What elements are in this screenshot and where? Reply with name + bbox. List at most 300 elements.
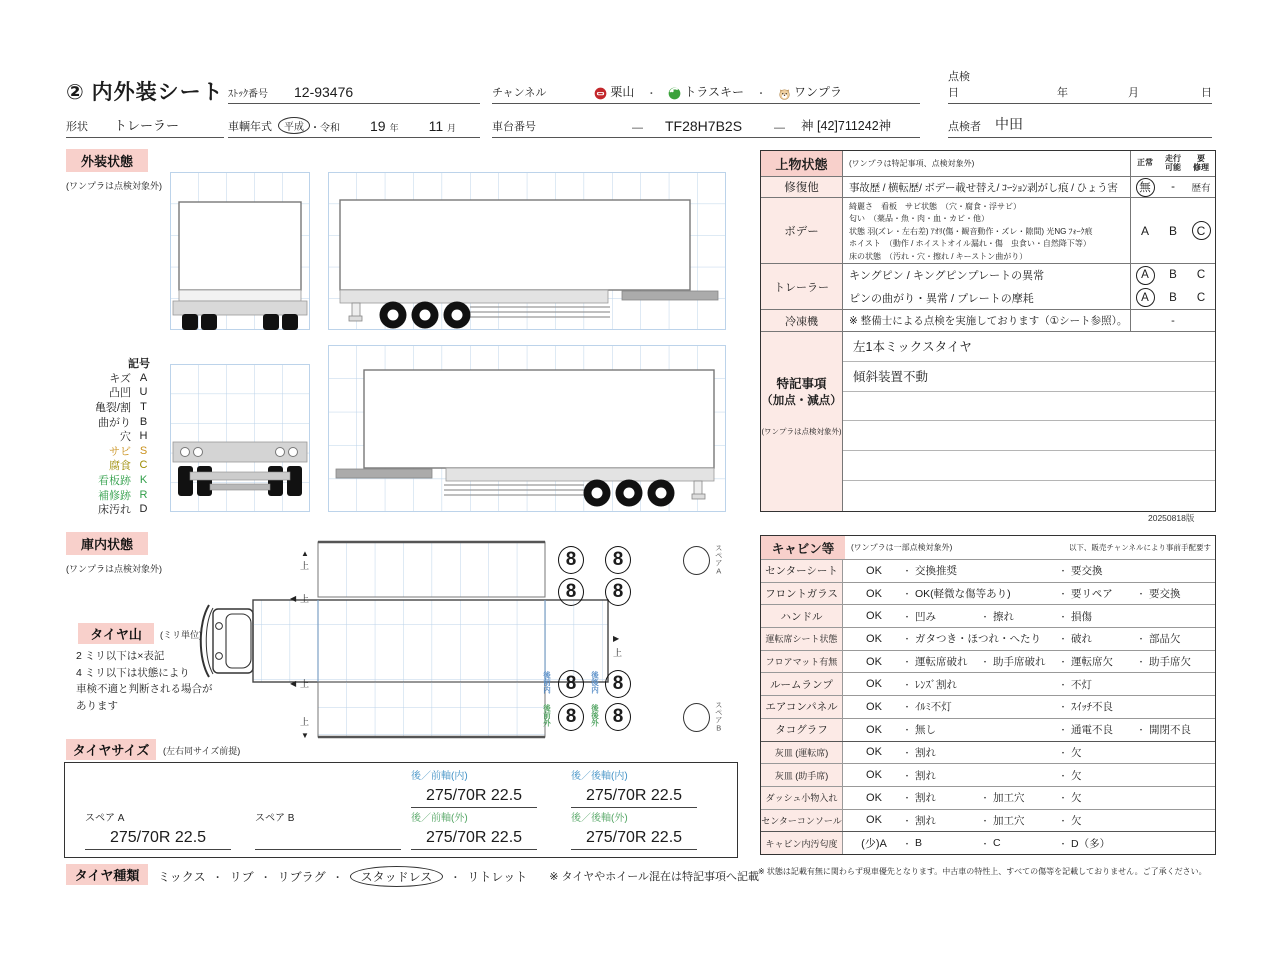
separator-dot: ・	[212, 872, 223, 884]
sheet-version: 20250818版	[1148, 513, 1195, 523]
inspector-field	[948, 112, 1212, 138]
tire-size-entry	[255, 809, 401, 850]
cabin-option: 欠	[1071, 814, 1082, 827]
cabin-row-label: センターシート	[761, 560, 843, 582]
cabin-option: 加工穴	[993, 814, 1025, 827]
exterior-note: (ワンプラは点検対象外)	[66, 181, 162, 191]
tread-section-title: タイヤ山	[78, 623, 154, 644]
separator-dot: ・	[902, 770, 912, 781]
legend-code: B	[139, 415, 148, 428]
repair-content: 事故歴 / 横転歴/ ボデー載せ替え/ ｺｰｼｮﾝ剥がし痕 / ひょう害	[843, 177, 1131, 197]
legend-code: C	[139, 459, 148, 472]
page-title: ② 内外装シート	[66, 81, 224, 104]
symbol-legend	[60, 356, 152, 517]
trailer-content-2: ピンの曲がり・異常 / プレートの摩耗	[843, 287, 1131, 310]
date-month-unit: 月	[1128, 87, 1139, 99]
separator-dot: ・	[902, 657, 912, 668]
cargo-interior-diagram	[195, 535, 730, 745]
separator-dot: ・	[902, 702, 912, 713]
cabin-status: OK	[866, 678, 882, 691]
legend-code: U	[139, 386, 148, 399]
cabin-option: 割れ	[915, 814, 936, 827]
cabin-status: OK	[866, 723, 882, 736]
cargo-unfolded-diagram	[195, 535, 730, 745]
side-view-left-diagram	[328, 172, 726, 330]
legend-label: 腐食	[109, 460, 131, 473]
trailer-result: C	[1196, 269, 1206, 282]
cabin-status: OK	[866, 769, 882, 782]
repair-result-normal: 無	[1136, 178, 1155, 197]
chassis-dash-2: —	[774, 122, 786, 134]
cabin-option: 運転席欠	[1071, 656, 1113, 669]
era-rest: ・令和	[310, 123, 340, 134]
cabin-option: 欠	[1071, 792, 1082, 805]
cabin-option: ｲﾙﾐ不灯	[915, 701, 952, 714]
separator-dot: ・	[902, 611, 912, 622]
separator-dot: ・	[1058, 611, 1068, 622]
upper-body-table	[760, 150, 1216, 512]
tire-size-label: 後／後軸(外)	[571, 813, 628, 824]
body-line: 綺麗さ 看板 サビ状態 （穴・腐食・浮サビ）	[849, 202, 1021, 211]
separator-dot: ・	[902, 589, 912, 600]
separator-dot: ・	[980, 838, 990, 849]
remarks-label-cell	[761, 332, 843, 511]
cabin-row-label: タコグラフ	[761, 719, 843, 741]
col-drivable: 走行	[1165, 153, 1181, 163]
cabin-option: 交換推奨	[915, 565, 957, 578]
body-result-b: B	[1168, 223, 1177, 238]
cabin-option: 擦れ	[993, 610, 1014, 623]
cabin-row-options	[843, 673, 1215, 695]
repair-result-repair: 歴有	[1191, 183, 1211, 194]
remarks-line	[843, 481, 1215, 511]
up-mark: 上	[300, 594, 310, 604]
cabin-row	[761, 582, 1215, 605]
channel-field	[492, 79, 920, 104]
remarks-note: (ワンプラは点検対象外)	[761, 427, 842, 436]
cabin-option: 運転席破れ	[915, 656, 968, 669]
cabin-option: 不灯	[1071, 678, 1092, 691]
tread-note-line: 車検不適と判断される場合が	[76, 683, 213, 695]
tire-size-label: 後／後軸(内)	[571, 771, 628, 782]
separator-dot: ・	[332, 872, 343, 884]
cabin-row-label: フロントガラス	[761, 583, 843, 605]
cabin-option: ﾚﾝｽﾞ割れ	[915, 678, 957, 691]
arrow-down-icon: ▼	[301, 731, 309, 740]
cabin-status: OK	[866, 564, 882, 577]
tread-note-line: あります	[76, 699, 118, 712]
trailer-result: A	[1136, 288, 1155, 307]
spare-a-label: スペアA	[714, 544, 724, 576]
legend-row	[60, 414, 152, 429]
repair-result-drivable: -	[1171, 181, 1175, 193]
legend-row	[60, 429, 152, 444]
body-line: 状態 羽(ズレ・左右差) ｱｵﾘ(傷・観音動作・ズレ・隙間) 光NG ﾌｫｰｸ痕	[849, 226, 1093, 236]
body-line: 匂い （薬品・魚・肉・血・カビ・他）	[849, 214, 989, 224]
cabin-row	[761, 559, 1215, 582]
separator-dot: ・	[1058, 770, 1068, 781]
chassis-dash-1: —	[632, 122, 643, 134]
cabin-option: 凹み	[915, 610, 936, 623]
up-mark: 上	[613, 648, 623, 658]
tread-value: 8	[558, 546, 584, 574]
model-year-label: 車輌年式	[228, 121, 272, 133]
separator-dot: ・	[902, 679, 912, 690]
upper-header-row	[761, 151, 1215, 176]
channel-2: トラスキー	[684, 85, 744, 99]
wanpla-icon	[778, 87, 791, 100]
spare-b-circle	[683, 703, 710, 732]
legend-label: サビ	[109, 445, 131, 458]
reefer-label: 冷凍機	[761, 310, 843, 331]
cargo-section-title: 庫内状態	[66, 532, 148, 555]
date-year-unit: 年	[1057, 87, 1068, 99]
side-view-right-diagram	[328, 345, 726, 512]
tread-label: 後前外	[542, 704, 552, 727]
cabin-row-label: キャビン内汚匂度	[761, 832, 843, 854]
cabin-footnote: ※ 状態は記載有無に関わらず現車優先となります。中古車の特性上、すべての傷等を記載しておりません。ご了承ください。	[758, 867, 1207, 876]
tread-notes	[76, 648, 213, 714]
tread-note-line: 4 ミリ以下は状態により	[76, 666, 190, 679]
separator-dot: ・	[980, 815, 990, 826]
cabin-status: OK	[866, 791, 882, 804]
tire-size-value: 275/70R 22.5	[571, 784, 697, 808]
cabin-row-options	[843, 810, 1215, 832]
upper-title: 上物状態	[761, 151, 843, 176]
tread-value: 8	[605, 670, 631, 698]
legend-label: 亀裂/割	[94, 402, 131, 415]
cabin-right-note: 以下、販売チャンネルにより事前手配要す	[1068, 543, 1211, 552]
tire-size-label: スペア A	[85, 813, 125, 824]
legend-code: S	[139, 444, 148, 457]
cabin-row	[761, 831, 1215, 854]
tread-label: 後後外	[590, 704, 600, 727]
tire-size-entry	[411, 809, 537, 850]
separator-dot: ・	[1058, 679, 1068, 690]
cabin-row	[761, 672, 1215, 695]
reefer-row	[761, 309, 1215, 331]
cabin-row	[761, 627, 1215, 650]
tire-type-options	[158, 864, 759, 888]
chassis-model: TF28H7B2S	[665, 118, 743, 134]
separator-dot: ・	[1136, 725, 1146, 736]
legend-title: 記号	[128, 358, 150, 371]
spare-a-circle	[683, 546, 710, 575]
shape-value: トレーラー	[114, 118, 180, 133]
stock-label: ｽﾄｯｸ番号	[228, 89, 268, 100]
year-value: 19	[370, 118, 386, 134]
separator-dot: ・	[980, 611, 990, 622]
legend-row	[60, 487, 152, 502]
cabin-row-label: ルームランプ	[761, 673, 843, 695]
dot-1: ・	[646, 89, 657, 100]
tread-value: 8	[558, 670, 584, 698]
cabin-row	[761, 650, 1215, 673]
cabin-header-row	[761, 536, 1215, 559]
cabin-option: D（多）	[1071, 837, 1111, 850]
up-mark: 上	[300, 561, 310, 571]
cargo-note: (ワンプラは点検対象外)	[66, 564, 162, 574]
cabin-option: 通電不良	[1071, 724, 1113, 737]
cabin-row-options	[843, 583, 1215, 605]
body-detail-lines	[843, 198, 1131, 263]
dot-2: ・	[756, 89, 766, 100]
cabin-row-options	[843, 628, 1215, 650]
remarks-subtitle: （加点・減点）	[761, 395, 842, 407]
cabin-row-label: 灰皿 (運転席)	[761, 742, 843, 764]
cabin-note: (ワンプラは一部点検対象外)	[851, 543, 953, 552]
cabin-row	[761, 809, 1215, 832]
cabin-row	[761, 604, 1215, 627]
col-repair-2: 修理	[1193, 162, 1209, 172]
cabin-row-options	[843, 764, 1215, 786]
cabin-row-label: フロアマット有無	[761, 651, 843, 673]
cabin-status: OK	[866, 587, 882, 600]
legend-code: T	[140, 401, 147, 414]
legend-row	[60, 400, 152, 415]
tire-type-option: リブラグ	[277, 869, 326, 884]
separator-dot: ・	[980, 657, 990, 668]
cabin-option: 部品欠	[1149, 633, 1181, 646]
tire-size-value: 275/70R 22.5	[411, 784, 537, 808]
front-view-diagram	[170, 172, 310, 330]
cabin-option: 加工穴	[993, 792, 1025, 805]
cabin-option: 要交換	[1071, 565, 1103, 578]
cabin-row-options	[843, 719, 1215, 741]
tire-type-option: リブ	[229, 869, 254, 884]
tire-size-entry	[571, 809, 697, 850]
cabin-option: 無し	[915, 724, 936, 737]
cabin-table	[760, 535, 1216, 855]
cabin-option: 割れ	[915, 769, 936, 782]
channel-label: チャンネル	[492, 87, 547, 99]
cabin-row-options	[843, 742, 1215, 764]
cabin-row-options	[843, 832, 1215, 854]
month-unit: 月	[447, 123, 457, 133]
cabin-option: C	[993, 837, 1001, 850]
shape-label: 形状	[66, 121, 88, 133]
tire-type-title: タイヤ種類	[66, 864, 148, 885]
kuriyama-icon	[594, 87, 607, 100]
tread-label: 後前内	[542, 671, 552, 694]
tire-type-option: スタッドレス	[350, 866, 444, 887]
cabin-option: 開閉不良	[1149, 724, 1191, 737]
legend-label: 看板跡	[98, 475, 131, 488]
legend-row	[60, 502, 152, 517]
tread-value: 8	[558, 578, 584, 606]
col-normal: 正常	[1137, 158, 1153, 168]
tread-value: 8	[605, 703, 631, 731]
legend-code: H	[139, 430, 148, 443]
separator-dot: ・	[1058, 838, 1068, 849]
tire-size-entry	[85, 809, 231, 850]
cabin-option: 割れ	[915, 792, 936, 805]
cabin-title: キャビン等	[761, 536, 845, 559]
rear-view-diagram	[170, 364, 310, 512]
cabin-row-options	[843, 696, 1215, 718]
legend-row	[60, 473, 152, 488]
separator-dot: ・	[1136, 589, 1146, 600]
remarks-lines	[843, 332, 1215, 511]
spare-b-label: スペアB	[714, 701, 724, 733]
cabin-option: ｽｲｯﾁ不良	[1071, 701, 1113, 714]
cabin-status: OK	[866, 746, 882, 759]
arrow-right-icon: ▶	[613, 634, 620, 643]
cabin-status: (少)A	[861, 838, 887, 851]
legend-label: 凸凹	[109, 387, 131, 400]
cabin-option: 助手席破れ	[993, 656, 1046, 669]
trailer-label: トレーラー	[761, 264, 843, 309]
tread-value: 8	[605, 578, 631, 606]
reefer-result: -	[1171, 314, 1175, 327]
up-mark: 上	[300, 679, 310, 689]
cabin-option: 損傷	[1071, 610, 1092, 623]
body-result-a: A	[1140, 223, 1149, 238]
cabin-option: 欠	[1071, 769, 1082, 782]
legend-code: A	[139, 371, 148, 384]
legend-row	[60, 385, 152, 400]
cabin-row-options	[843, 787, 1215, 809]
inspector-label: 点検者	[948, 121, 981, 133]
separator-dot: ・	[1058, 589, 1068, 600]
separator-dot: ・	[450, 872, 461, 884]
legend-rows	[60, 371, 152, 517]
tire-type-option: ミックス	[158, 869, 206, 884]
arrow-up-icon: ▲	[301, 549, 309, 558]
tire-type-note: ※ タイヤやホイール混在は特記事項へ記載	[549, 871, 760, 883]
legend-row	[60, 371, 152, 386]
upper-result-headers	[1131, 151, 1215, 176]
exterior-section-title: 外装状態	[66, 149, 148, 172]
separator-dot: ・	[260, 872, 271, 884]
cabin-row-label: ハンドル	[761, 605, 843, 627]
arrow-left-icon: ◀	[290, 594, 297, 603]
separator-dot: ・	[902, 725, 912, 736]
legend-label: 床汚れ	[98, 504, 131, 517]
cabin-row-label: ダッシュ小物入れ	[761, 787, 843, 809]
repair-label: 修復他	[761, 177, 843, 197]
cabin-row-label: センターコンソール	[761, 810, 843, 832]
trailer-row	[761, 263, 1215, 309]
era-selected: 平成	[278, 117, 310, 134]
repair-history-row	[761, 176, 1215, 197]
tire-size-value: 275/70R 22.5	[85, 826, 231, 850]
cabin-row	[761, 695, 1215, 718]
cabin-status: OK	[866, 700, 882, 713]
separator-dot: ・	[980, 793, 990, 804]
cabin-status: OK	[866, 655, 882, 668]
cabin-option: OK(軽微な傷等あり)	[915, 588, 1011, 601]
cabin-option: 要交換	[1149, 588, 1181, 601]
channel-3: ワンプラ	[794, 85, 843, 99]
body-line: ホイスト （動作 / ホイストオイル漏れ・傷 虫食い・自然降下等）	[849, 239, 1091, 249]
cabin-row	[761, 718, 1215, 741]
model-year-field	[228, 112, 480, 138]
legend-label: 穴	[120, 431, 131, 444]
cabin-row-options	[843, 605, 1215, 627]
remarks-title: 特記事項	[776, 377, 827, 391]
legend-code: D	[139, 503, 148, 516]
separator-dot: ・	[902, 838, 912, 849]
year-unit: 年	[389, 123, 399, 133]
tire-type-option: リトレット	[467, 869, 528, 884]
cabin-option: 破れ	[1071, 633, 1092, 646]
tire-size-value	[255, 826, 401, 850]
tire-size-box	[64, 762, 738, 858]
legend-row	[60, 444, 152, 459]
tire-size-value: 275/70R 22.5	[411, 826, 537, 850]
inspection-date-label: 点検日	[948, 71, 970, 99]
separator-dot: ・	[1058, 725, 1068, 736]
cabin-option: 助手席欠	[1149, 656, 1191, 669]
cabin-rows	[761, 559, 1215, 854]
chassis-plate: 神 [42]711242神	[801, 119, 892, 133]
separator-dot: ・	[902, 793, 912, 804]
legend-code: R	[139, 488, 148, 501]
remarks-line: 左1本ミックスタイヤ	[843, 332, 1215, 362]
cabin-row-label: 灰皿 (助手席)	[761, 764, 843, 786]
cabin-status: OK	[866, 610, 882, 623]
separator-dot: ・	[902, 634, 912, 645]
cabin-row	[761, 741, 1215, 764]
body-line: 床の状態 （汚れ・穴・擦れ / キーストン曲がり）	[849, 251, 1028, 261]
separator-dot: ・	[902, 747, 912, 758]
tire-size-label: スペア B	[255, 813, 295, 824]
trailer-result: A	[1136, 266, 1155, 285]
trailer-result: B	[1169, 291, 1177, 304]
trailer-content-1: キングピン / キングピンプレートの異常	[843, 264, 1131, 287]
tire-size-entry	[411, 767, 537, 808]
tread-value: 8	[605, 546, 631, 574]
tread-note-line: 2 ミリ以下は×表記	[76, 650, 165, 662]
tread-value: 8	[558, 703, 584, 731]
remarks-line	[843, 392, 1215, 422]
cabin-status: OK	[866, 814, 882, 827]
legend-label: 補修跡	[98, 489, 131, 502]
trasky-icon	[668, 87, 681, 100]
cabin-option: 欠	[1071, 746, 1082, 759]
reefer-content: ※ 整備士による点検を実施しております（①シート参照）。	[843, 310, 1131, 331]
legend-row	[60, 458, 152, 473]
tire-size-value: 275/70R 22.5	[571, 826, 697, 850]
cabin-option: 割れ	[915, 746, 936, 759]
separator-dot: ・	[902, 815, 912, 826]
body-label: ボデー	[761, 198, 843, 263]
date-day-unit: 日	[1201, 87, 1212, 99]
cabin-row-label: エアコンパネル	[761, 696, 843, 718]
cabin-row-options	[843, 651, 1215, 673]
separator-dot: ・	[1058, 815, 1068, 826]
separator-dot: ・	[1058, 566, 1068, 577]
channel-1: 栗山	[610, 85, 635, 99]
cabin-row	[761, 786, 1215, 809]
arrow-left-icon: ◀	[290, 679, 297, 688]
stock-value: 12-93476	[294, 84, 354, 100]
tire-size-title: タイヤサイズ	[66, 739, 156, 760]
chassis-label: 車台番号	[492, 121, 536, 133]
remarks-line: 傾斜装置不動	[843, 362, 1215, 392]
cabin-row	[761, 763, 1215, 786]
up-mark: 上	[300, 717, 310, 727]
col-repair: 要	[1197, 153, 1205, 163]
body-condition-row	[761, 197, 1215, 263]
tire-size-label: 後／前軸(外)	[411, 813, 468, 824]
tread-label: 後後内	[590, 671, 600, 694]
separator-dot: ・	[1136, 657, 1146, 668]
chassis-field	[492, 112, 920, 138]
separator-dot: ・	[1058, 657, 1068, 668]
stock-field	[228, 79, 480, 104]
